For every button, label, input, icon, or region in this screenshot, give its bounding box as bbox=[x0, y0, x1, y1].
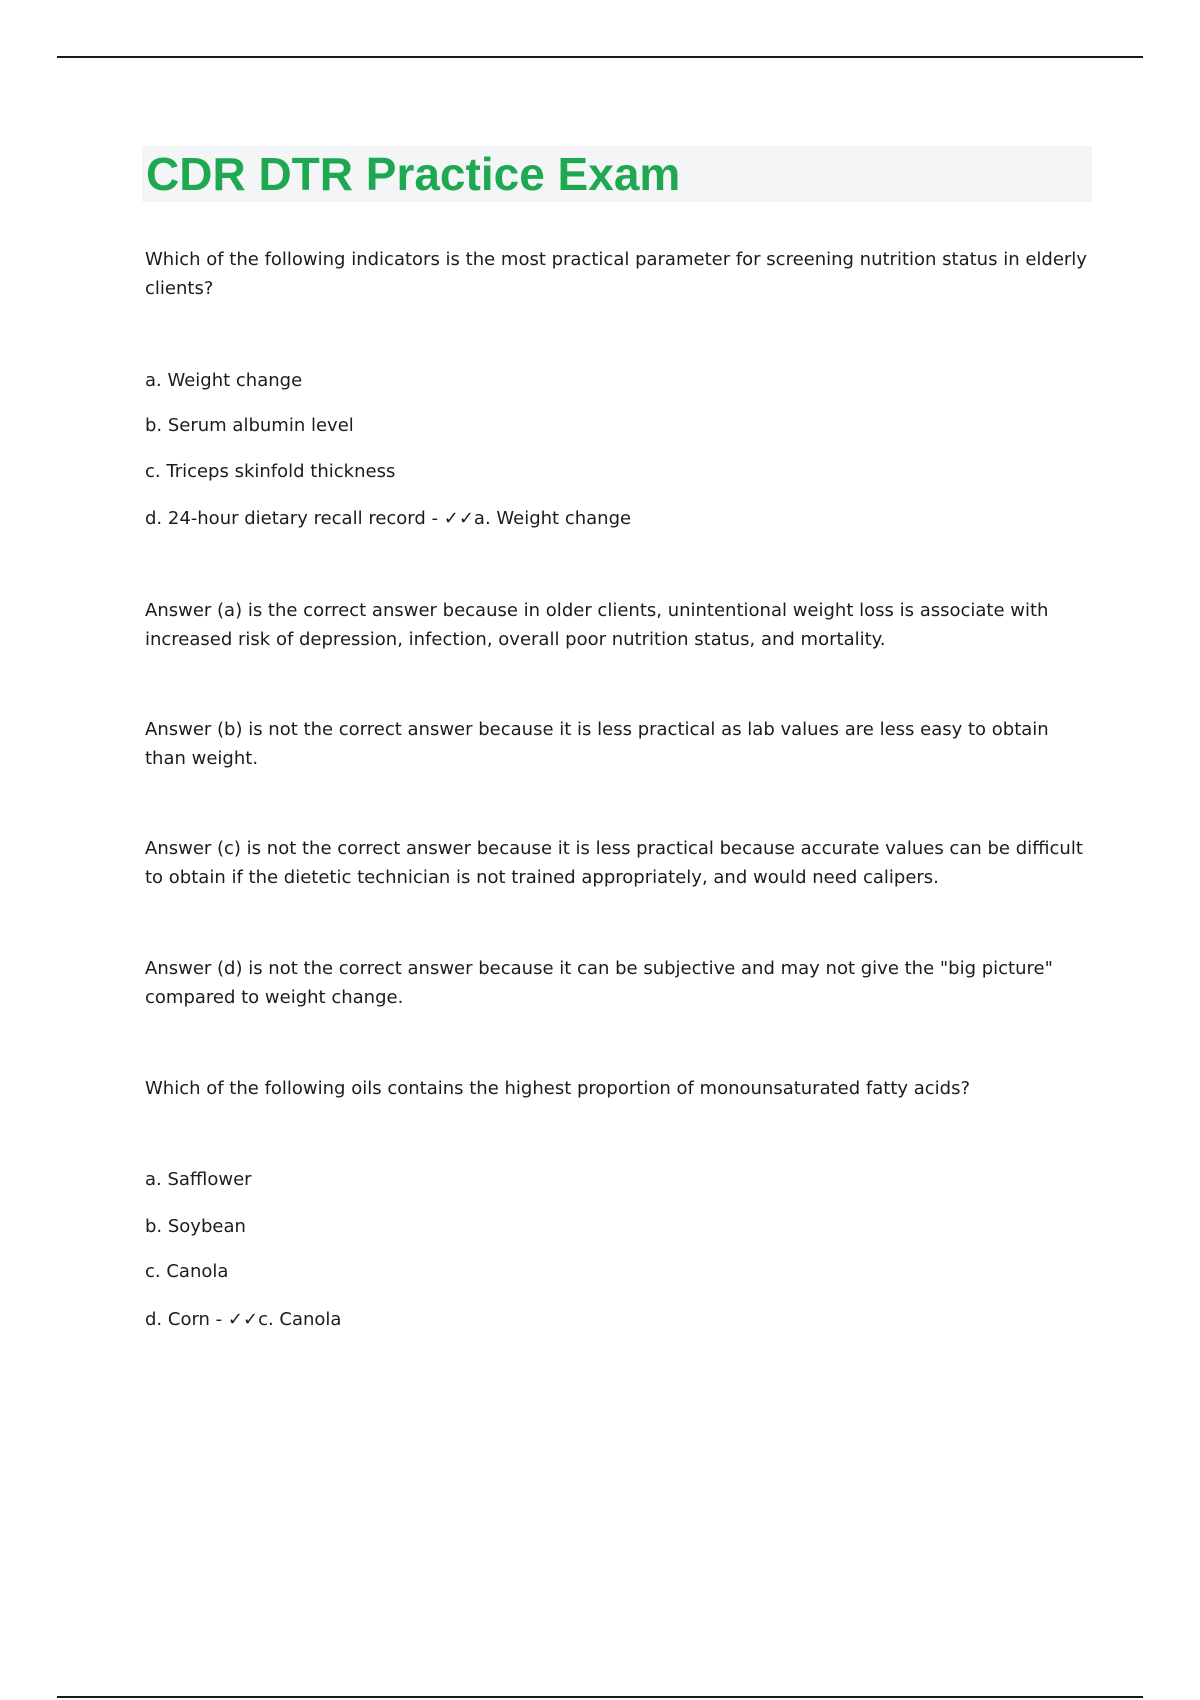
question-1-explanation-d: Answer (d) is not the correct answer because it can be subjective and may not give the "big picture" compared to weight change. bbox=[145, 958, 1053, 1008]
question-2-stem: Which of the following oils contains the highest proportion of monounsaturated fatty acids? bbox=[145, 1078, 971, 1099]
question-2-option-c: c. Canola bbox=[145, 1261, 229, 1282]
question-1-option-a: a. Weight change bbox=[145, 370, 303, 391]
question-2-option-d-text: d. Corn - bbox=[145, 1309, 223, 1330]
document-title: CDR DTR Practice Exam bbox=[146, 148, 681, 200]
question-1-explanation-c: Answer (c) is not the correct answer because it is less practical because accurate values can be difficult to obtain if the dietetic technician is not trained appropriately, and would need calipers. bbox=[145, 838, 1083, 888]
question-1-option-d bbox=[145, 504, 1095, 533]
question-1-explanation-a: Answer (a) is the correct answer because in older clients, unintentional weight loss is associate with increased risk of depression, infection, overall poor nutrition status, and mortality. bbox=[145, 600, 1049, 650]
question-2-option-d bbox=[145, 1305, 1095, 1334]
question-2-answer: ✓✓c. Canola bbox=[227, 1309, 342, 1330]
question-2-option-b: b. Soybean bbox=[145, 1216, 246, 1237]
footer-rule bbox=[57, 1696, 1143, 1698]
question-1-answer: ✓✓a. Weight change bbox=[443, 508, 632, 529]
question-1-explanation-b: Answer (b) is not the correct answer because it is less practical as lab values are less easy to obtain than weight. bbox=[145, 719, 1049, 769]
question-2-option-a: a. Safflower bbox=[145, 1169, 252, 1190]
question-1-option-b: b. Serum albumin level bbox=[145, 415, 354, 436]
question-1-stem: Which of the following indicators is the most practical parameter for screening nutrition status in elderly clients? bbox=[145, 249, 1087, 299]
header-rule bbox=[57, 56, 1143, 58]
question-1-option-d-text: d. 24-hour dietary recall record - bbox=[145, 508, 439, 529]
question-1-option-c: c. Triceps skinfold thickness bbox=[145, 461, 396, 482]
